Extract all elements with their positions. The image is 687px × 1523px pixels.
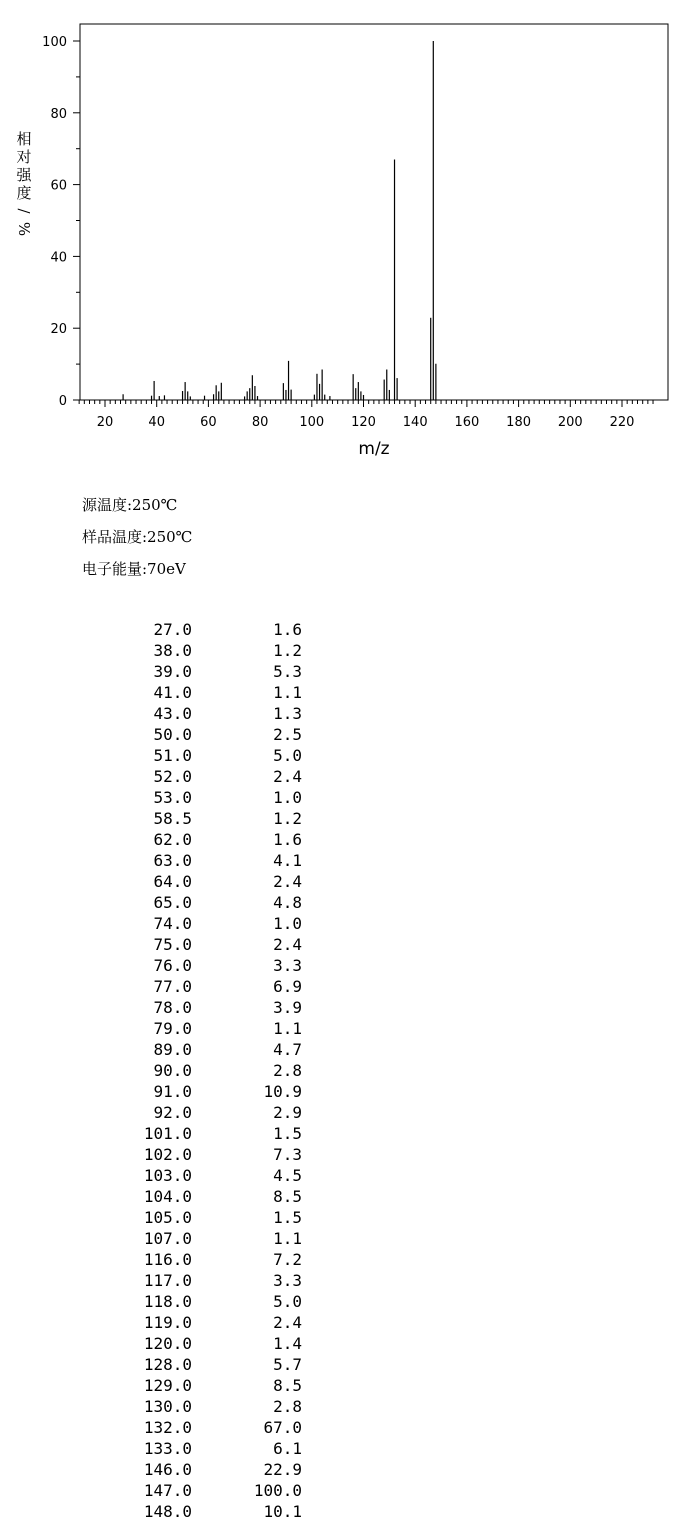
table-row bbox=[0, 1145, 320, 1166]
y-axis-title-char: 对 bbox=[16, 148, 32, 166]
table-row bbox=[0, 998, 320, 1019]
abundance-value: 1.0 bbox=[273, 788, 302, 807]
table-row bbox=[0, 1355, 320, 1376]
mz-value: 50.0 bbox=[153, 725, 192, 744]
mz-value: 89.0 bbox=[153, 1040, 192, 1059]
mz-value: 147.0 bbox=[143, 1481, 192, 1500]
x-tick-label: 200 bbox=[557, 415, 583, 430]
table-row bbox=[0, 1334, 320, 1355]
abundance-value: 4.1 bbox=[273, 851, 302, 870]
abundance-value: 5.3 bbox=[273, 662, 302, 681]
mz-value: 91.0 bbox=[153, 1082, 192, 1101]
abundance-value: 100.0 bbox=[253, 1481, 302, 1500]
table-row bbox=[0, 1166, 320, 1187]
table-row bbox=[0, 1439, 320, 1460]
mz-value: 148.0 bbox=[143, 1502, 192, 1521]
abundance-value: 2.4 bbox=[273, 872, 302, 891]
mz-value: 92.0 bbox=[153, 1103, 192, 1122]
abundance-value: 2.4 bbox=[273, 935, 302, 954]
table-row bbox=[0, 1502, 320, 1523]
mz-value: 43.0 bbox=[153, 704, 192, 723]
source-temperature: 源温度:250℃ bbox=[82, 496, 178, 514]
table-row bbox=[0, 1460, 320, 1481]
mz-value: 64.0 bbox=[153, 872, 192, 891]
mz-value: 130.0 bbox=[143, 1397, 192, 1416]
abundance-value: 3.3 bbox=[273, 956, 302, 975]
y-axis-title-char: 度 bbox=[16, 184, 32, 202]
table-row bbox=[0, 1418, 320, 1439]
x-axis-title: m/z bbox=[358, 439, 390, 459]
mz-value: 133.0 bbox=[143, 1439, 192, 1458]
table-row bbox=[0, 956, 320, 977]
table-row bbox=[0, 767, 320, 788]
y-tick-label: 100 bbox=[42, 35, 67, 50]
y-tick-label: 40 bbox=[50, 250, 67, 266]
y-axis-title-char: % bbox=[15, 221, 33, 237]
abundance-value: 5.0 bbox=[273, 1292, 302, 1311]
abundance-value: 6.1 bbox=[273, 1439, 302, 1458]
y-axis-title-char: 强 bbox=[16, 166, 32, 184]
mz-value: 76.0 bbox=[153, 956, 192, 975]
mz-value: 27.0 bbox=[153, 620, 192, 639]
abundance-value: 4.8 bbox=[273, 893, 302, 912]
abundance-value: 8.5 bbox=[273, 1187, 302, 1206]
mz-value: 102.0 bbox=[143, 1145, 192, 1164]
abundance-value: 2.8 bbox=[273, 1397, 302, 1416]
peak-bars bbox=[123, 41, 436, 400]
table-row bbox=[0, 1103, 320, 1124]
x-tick-label: 180 bbox=[506, 415, 532, 430]
mz-value: 119.0 bbox=[143, 1313, 192, 1332]
table-row bbox=[0, 1313, 320, 1334]
table-row bbox=[0, 1481, 320, 1502]
abundance-value: 1.0 bbox=[273, 914, 302, 933]
abundance-value: 8.5 bbox=[273, 1376, 302, 1395]
mz-value: 129.0 bbox=[143, 1376, 192, 1395]
table-row bbox=[0, 809, 320, 830]
abundance-value: 1.5 bbox=[273, 1124, 302, 1143]
abundance-value: 2.4 bbox=[273, 1313, 302, 1332]
table-row bbox=[0, 1208, 320, 1229]
plot-frame bbox=[80, 24, 668, 400]
abundance-value: 1.6 bbox=[273, 620, 302, 639]
table-row bbox=[0, 872, 320, 893]
y-tick-label: 60 bbox=[50, 178, 67, 194]
abundance-value: 1.6 bbox=[273, 830, 302, 849]
x-tick-label: 100 bbox=[299, 415, 325, 430]
mz-value: 128.0 bbox=[143, 1355, 192, 1374]
y-tick-label: 80 bbox=[50, 106, 67, 122]
table-row bbox=[0, 704, 320, 725]
abundance-value: 2.9 bbox=[273, 1103, 302, 1122]
mz-value: 117.0 bbox=[143, 1271, 192, 1290]
mz-value: 75.0 bbox=[153, 935, 192, 954]
mass-spectrum-chart bbox=[0, 0, 687, 470]
mz-value: 74.0 bbox=[153, 914, 192, 933]
table-row bbox=[0, 788, 320, 809]
abundance-value: 3.9 bbox=[273, 998, 302, 1017]
table-row bbox=[0, 1019, 320, 1040]
abundance-value: 7.2 bbox=[273, 1250, 302, 1269]
table-row bbox=[0, 1271, 320, 1292]
table-row bbox=[0, 1061, 320, 1082]
x-tick-label: 220 bbox=[609, 415, 635, 430]
x-tick-label: 160 bbox=[454, 415, 480, 430]
y-axis-title-char: / bbox=[15, 208, 33, 214]
table-row bbox=[0, 914, 320, 935]
table-row bbox=[0, 641, 320, 662]
mz-value: 101.0 bbox=[143, 1124, 192, 1143]
x-tick-label: 120 bbox=[351, 415, 376, 430]
table-row bbox=[0, 1040, 320, 1061]
mz-value: 104.0 bbox=[143, 1187, 192, 1206]
table-row bbox=[0, 683, 320, 704]
mz-value: 107.0 bbox=[143, 1229, 192, 1248]
abundance-value: 1.1 bbox=[273, 1019, 302, 1038]
abundance-value: 10.9 bbox=[263, 1082, 302, 1101]
table-row bbox=[0, 1397, 320, 1418]
mz-value: 63.0 bbox=[153, 851, 192, 870]
table-row bbox=[0, 662, 320, 683]
mz-value: 79.0 bbox=[153, 1019, 192, 1038]
mz-value: 116.0 bbox=[143, 1250, 192, 1269]
y-axis-title bbox=[14, 130, 34, 238]
x-axis bbox=[79, 400, 653, 430]
mz-value: 58.5 bbox=[153, 809, 192, 828]
mz-value: 78.0 bbox=[153, 998, 192, 1017]
abundance-value: 1.3 bbox=[273, 704, 302, 723]
abundance-value: 4.7 bbox=[273, 1040, 302, 1059]
mz-value: 53.0 bbox=[153, 788, 192, 807]
table-row bbox=[0, 1250, 320, 1271]
abundance-value: 2.4 bbox=[273, 767, 302, 786]
y-tick-label: 0 bbox=[58, 394, 67, 409]
table-row bbox=[0, 893, 320, 914]
table-row bbox=[0, 1292, 320, 1313]
sample-temperature: 样品温度:250℃ bbox=[82, 528, 193, 546]
abundance-value: 10.1 bbox=[263, 1502, 302, 1521]
table-row bbox=[0, 725, 320, 746]
abundance-value: 2.8 bbox=[273, 1061, 302, 1080]
mz-value: 39.0 bbox=[153, 662, 192, 681]
mz-value: 146.0 bbox=[143, 1460, 192, 1479]
mz-value: 41.0 bbox=[153, 683, 192, 702]
mz-value: 38.0 bbox=[153, 641, 192, 660]
table-row bbox=[0, 830, 320, 851]
abundance-value: 67.0 bbox=[263, 1418, 302, 1437]
abundance-value: 3.3 bbox=[273, 1271, 302, 1290]
y-tick-label: 20 bbox=[50, 322, 67, 338]
mz-value: 90.0 bbox=[153, 1061, 192, 1080]
abundance-value: 5.7 bbox=[273, 1355, 302, 1374]
x-tick-label: 60 bbox=[200, 415, 217, 430]
x-tick-label: 20 bbox=[96, 415, 114, 430]
table-row bbox=[0, 746, 320, 767]
x-tick-label: 140 bbox=[402, 415, 428, 430]
abundance-value: 1.2 bbox=[273, 809, 302, 828]
table-row bbox=[0, 1124, 320, 1145]
x-tick-label: 40 bbox=[148, 415, 165, 430]
abundance-value: 1.1 bbox=[273, 1229, 302, 1248]
abundance-value: 1.1 bbox=[273, 683, 302, 702]
table-row bbox=[0, 1229, 320, 1250]
abundance-value: 22.9 bbox=[263, 1460, 302, 1479]
mz-value: 103.0 bbox=[143, 1166, 192, 1185]
abundance-value: 1.5 bbox=[273, 1208, 302, 1227]
table-row bbox=[0, 977, 320, 998]
x-tick-label: 80 bbox=[251, 415, 269, 430]
abundance-value: 7.3 bbox=[273, 1145, 302, 1164]
mz-value: 120.0 bbox=[143, 1334, 192, 1353]
table-row bbox=[0, 1082, 320, 1103]
mz-value: 65.0 bbox=[153, 893, 192, 912]
abundance-value: 5.0 bbox=[273, 746, 302, 765]
mz-value: 118.0 bbox=[143, 1292, 192, 1311]
electron-energy: 电子能量:70eV bbox=[82, 560, 186, 578]
abundance-value: 1.2 bbox=[273, 641, 302, 660]
mz-value: 77.0 bbox=[153, 977, 192, 996]
table-row bbox=[0, 620, 320, 641]
y-axis-title-char: 相 bbox=[16, 130, 32, 148]
mz-value: 51.0 bbox=[153, 746, 192, 765]
table-row bbox=[0, 1187, 320, 1208]
table-row bbox=[0, 1376, 320, 1397]
table-row bbox=[0, 935, 320, 956]
abundance-value: 6.9 bbox=[273, 977, 302, 996]
table-row bbox=[0, 851, 320, 872]
y-axis bbox=[42, 35, 80, 409]
mz-value: 62.0 bbox=[153, 830, 192, 849]
mz-value: 105.0 bbox=[143, 1208, 192, 1227]
abundance-value: 1.4 bbox=[273, 1334, 302, 1353]
abundance-value: 2.5 bbox=[273, 725, 302, 744]
mz-value: 52.0 bbox=[153, 767, 192, 786]
abundance-value: 4.5 bbox=[273, 1166, 302, 1185]
mz-value: 132.0 bbox=[143, 1418, 192, 1437]
